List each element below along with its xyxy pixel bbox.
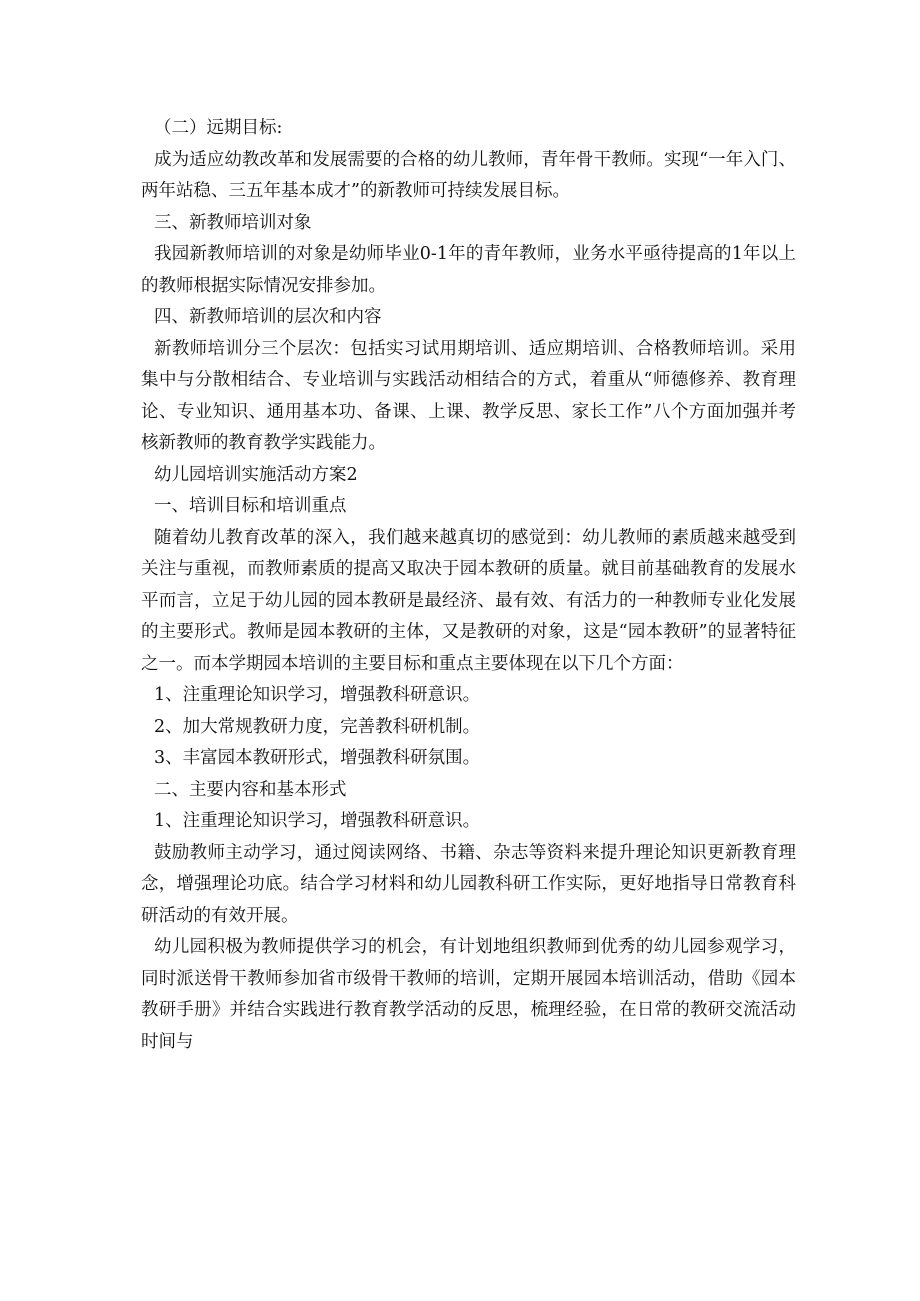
paragraph-encourage-study: 鼓励教师主动学习，通过阅读网络、书籍、杂志等资料来提升理论知识更新教育理念，增强理论功底。结合学习材料和幼儿园教科研工作实际，更好地指导日常教育科研活动的有效开展。 — [141, 842, 796, 926]
heading-training-target: 三、新教师培训对象 — [154, 212, 312, 233]
heading-long-term-goal: （二）远期目标: — [154, 118, 283, 138]
heading-training-levels: 四、新教师培训的层次和内容 — [154, 307, 382, 327]
paragraph-training-target: 我园新教师培训的对象是幼师毕业0-1年的青年教师，业务水平亟待提高的1年以上的教师根据实际情况安排参加。 — [141, 244, 796, 296]
heading-goals-focus: 一、培训目标和培训重点 — [154, 496, 347, 516]
paragraph-long-term-goal: 成为适应幼教改革和发展需要的合格的幼儿教师，青年骨干教师。实现“一年入门、两年站稳、三五年基本成才”的新教师可持续发展目标。 — [141, 149, 796, 201]
subheading-theory-study: 1、注重理论知识学习，增强教科研意识。 — [154, 811, 481, 831]
list-item-1: 1、注重理论知识学习，增强教科研意识。 — [154, 685, 481, 705]
heading-main-content: 二、主要内容和基本形式 — [154, 779, 347, 800]
paragraph-learning-opportunities: 幼儿园积极为教师提供学习的机会，有计划地组织教师到优秀的幼儿园参观学习，同时派送骨干教师参加省市级骨干教师的培训，定期开展园本培训活动，借助《园本教研手册》并结合实践进行教育教学活动的反思，梳理经验，在日常的教研交流活动时间与 — [141, 937, 796, 1052]
document-body — [141, 113, 796, 1058]
list-item-3: 3、丰富园本教研形式，增强教科研氛围。 — [154, 748, 481, 768]
list-item-2: 2、加大常规教研力度，完善教科研机制。 — [154, 716, 481, 737]
paragraph-goals-focus: 随着幼儿教育改革的深入，我们越来越真切的感觉到：幼儿教师的素质越来越受到关注与重视，而教师素质的提高又取决于园本教研的质量。就目前基础教育的发展水平而言，立足于幼儿园的园本教研是最经济、最有效、有活力的一种教师专业化发展的主要形式。教师是园本教研的主体，又是教研的对象，这是“园本教研”的显著特征之一。而本学期园本培训的主要目标和重点主要体现在以下几个方面： — [141, 527, 796, 674]
section-title-plan-2: 幼儿园培训实施活动方案2 — [154, 464, 358, 485]
paragraph-training-levels: 新教师培训分三个层次：包括实习试用期培训、适应期培训、合格教师培训。采用集中与分散相结合、专业培训与实践活动相结合的方式，着重从“师德修养、教育理论、专业知识、通用基本功、备课、上课、教学反思、家长工作”八个方面加强并考核新教师的教育教学实践能力。 — [141, 338, 796, 453]
